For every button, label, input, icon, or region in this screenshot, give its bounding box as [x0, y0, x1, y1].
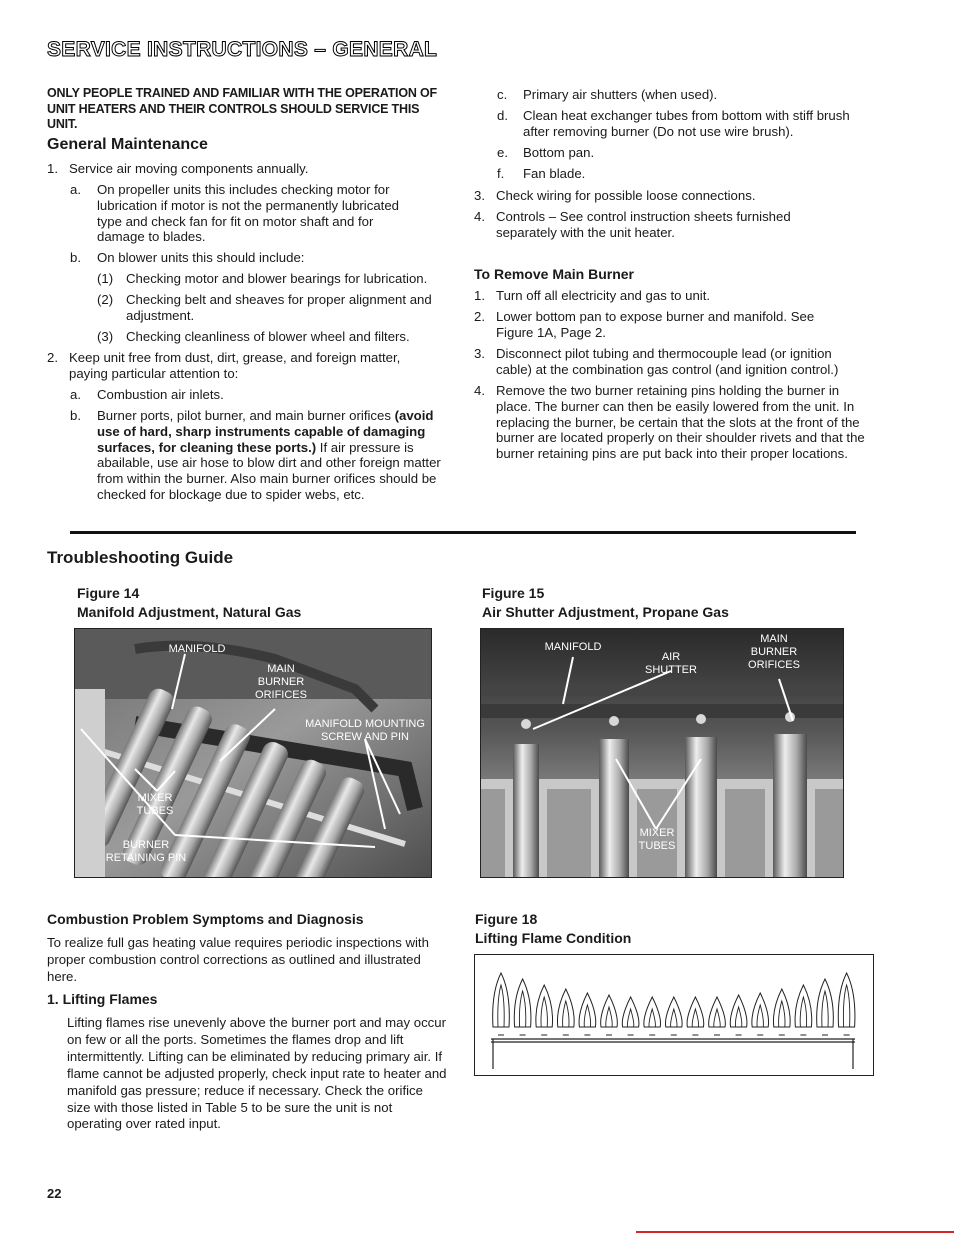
flame	[536, 985, 553, 1035]
figure-18-caption: Figure 18 Lifting Flame Condition	[475, 911, 632, 946]
general-maintenance-heading: General Maintenance	[47, 136, 208, 153]
flame	[795, 985, 812, 1035]
figure-15-photo	[480, 628, 844, 878]
section-divider	[70, 531, 856, 534]
flame	[493, 973, 510, 1035]
flame	[622, 997, 639, 1035]
remove-burner-heading: To Remove Main Burner	[474, 266, 634, 282]
flame	[687, 997, 704, 1035]
flame	[838, 973, 855, 1035]
figure-14-photo	[74, 628, 432, 878]
flame	[579, 993, 596, 1035]
caution-text: (avoid use of hard, sharp instruments capable of damaging surfaces, for cleaning these ports.)	[97, 408, 434, 455]
label-retaining-pin: BURNER RETAINING PIN	[105, 839, 187, 864]
figure-14-caption: Figure 14 Manifold Adjustment, Natural Gas	[77, 585, 302, 620]
flame	[709, 997, 726, 1035]
figure-15-caption: Figure 15 Air Shutter Adjustment, Propane Gas	[482, 585, 729, 620]
label-manifold: MANIFOLD	[544, 641, 602, 653]
flame	[644, 997, 661, 1035]
flame	[601, 995, 618, 1035]
troubleshooting-heading: Troubleshooting Guide	[47, 548, 234, 567]
flame	[665, 997, 682, 1035]
flame	[773, 989, 790, 1035]
label-manifold: MANIFOLD	[168, 643, 226, 655]
page-title: SERVICE INSTRUCTIONS – GENERAL	[47, 38, 438, 61]
label-main-burner-orifices: MAIN BURNER ORIFICES	[255, 663, 307, 701]
label-mixer-tubes: MIXER TUBES	[638, 827, 676, 852]
burner-body	[491, 1039, 855, 1069]
flame	[817, 979, 834, 1035]
page-number: 22	[47, 1186, 62, 1201]
flame	[730, 995, 747, 1035]
label-main-burner-orifices: MAIN BURNER ORIFICES	[748, 633, 800, 671]
safety-warning: ONLY PEOPLE TRAINED AND FAMILIAR WITH THE OPERATION OF UNIT HEATERS AND THEIR CONTROLS SHOULD SERVICE THIS UNIT.	[47, 86, 437, 131]
flame	[514, 979, 531, 1035]
lifting-flames-heading: 1. Lifting Flames	[47, 991, 158, 1007]
figure-18-flame-illustration	[474, 954, 874, 1076]
combustion-heading: Combustion Problem Symptoms and Diagnosis	[47, 911, 364, 927]
label-air-shutter: AIR SHUTTER	[645, 651, 697, 676]
flame	[752, 993, 769, 1035]
label-mounting-screw: MANIFOLD MOUNTING SCREW AND PIN	[305, 718, 425, 743]
flame	[557, 989, 574, 1035]
combustion-intro: To realize full gas heating value requires periodic inspections with proper combustion control corrections as outlined and illustrated here.	[47, 935, 429, 984]
footer-rule	[636, 1231, 954, 1233]
label-mixer-tubes: MIXER TUBES	[136, 792, 174, 817]
lifting-flames-text: Lifting flames rise unevenly above the burner port and may occur on few or all the ports. Sometimes the flames drop and lift intermittently. Lifting can be eliminated by reducing primary air. If flame cannot be adjusted properly, check input rate to heater and manifold gas pressure; reduce if necessary. Check the orifice size with those listed in Table 5 to be sure the unit is not operating over rated input.	[67, 1015, 447, 1132]
